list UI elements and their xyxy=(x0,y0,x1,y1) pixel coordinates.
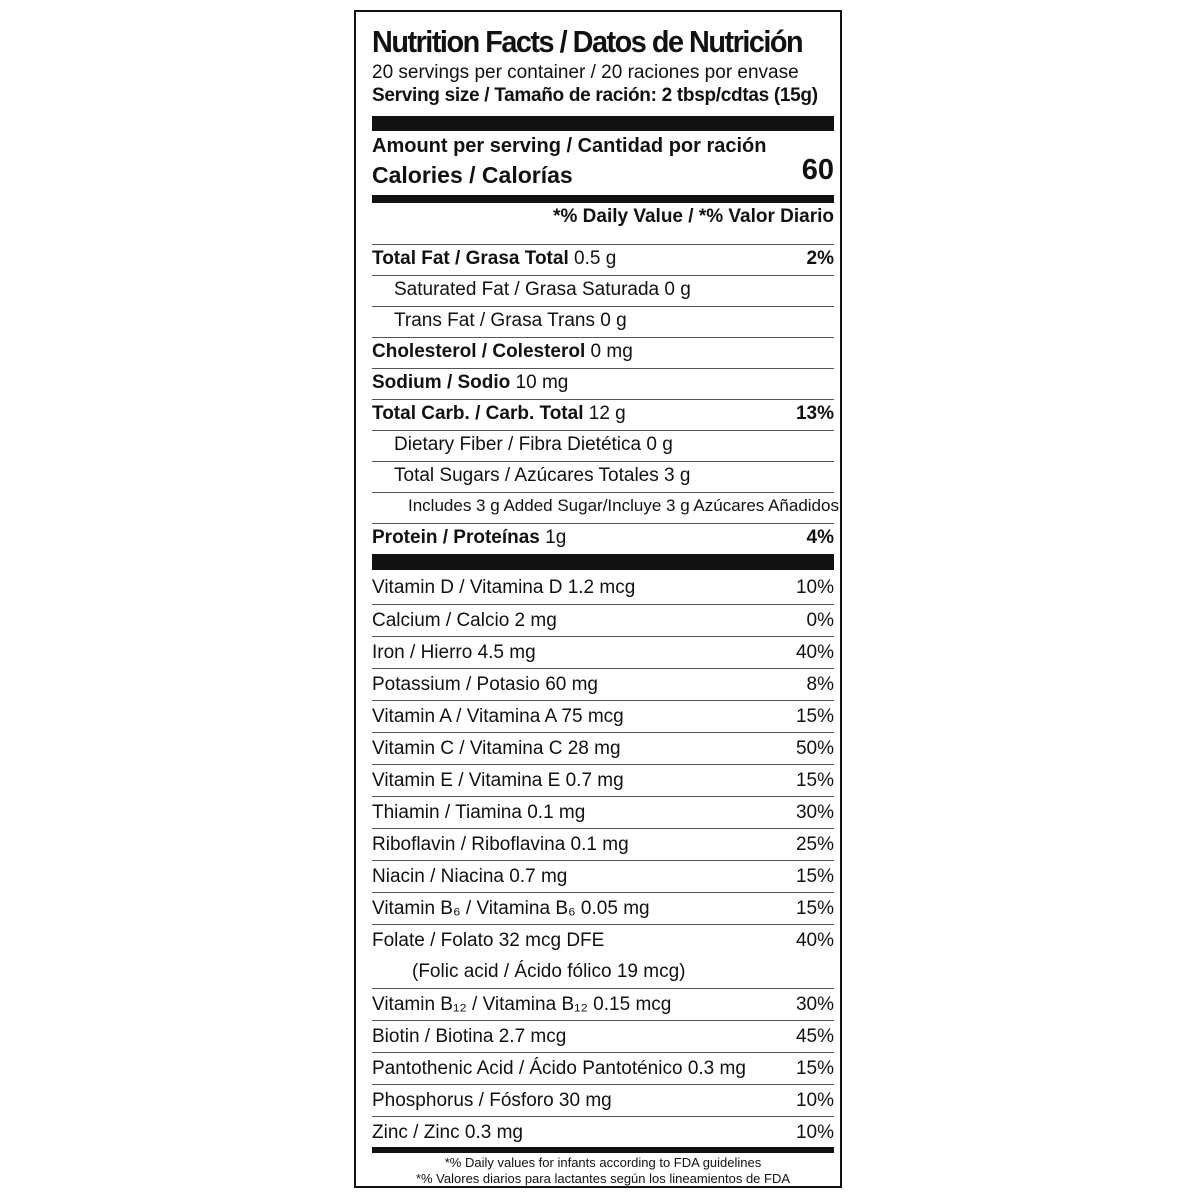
vitamin-row xyxy=(372,860,834,892)
footnote-spanish: *% Valores diarios para lactantes según los lineamientos de FDA xyxy=(415,1171,791,1186)
vitamin-name: Iron / Hierro 4.5 mg xyxy=(372,642,536,663)
nutrient-row-cholesterol xyxy=(372,337,834,368)
calories-value: 60 xyxy=(801,154,834,186)
nutrient-name: Includes 3 g Added Sugar/Incluye 3 g Azúcares Añadidos xyxy=(408,496,839,515)
nutrient-row-sodium xyxy=(372,368,834,399)
vitamin-name: Niacin / Niacina 0.7 mg xyxy=(372,866,568,887)
vitamin-row xyxy=(372,956,834,988)
nutrient-percent: 13% xyxy=(795,403,834,424)
vitamin-percent: 8% xyxy=(806,674,834,695)
nutrient-name: Total Fat / Grasa Total 0.5 g xyxy=(372,248,617,269)
vitamin-row xyxy=(372,1116,834,1148)
vitamin-row xyxy=(372,700,834,732)
vitamin-row xyxy=(372,668,834,700)
vitamin-percent: 15% xyxy=(795,898,834,919)
vitamin-percent: 30% xyxy=(795,994,834,1015)
vitamin-percent: 15% xyxy=(795,866,834,887)
vitamin-row xyxy=(372,988,834,1020)
vitamin-percent: 0% xyxy=(806,610,834,631)
vitamin-percent: 40% xyxy=(795,930,834,951)
vitamin-percent: 25% xyxy=(795,834,834,855)
vitamin-row xyxy=(372,796,834,828)
vitamin-percent: 10% xyxy=(795,577,834,598)
amount-per-serving: Amount per serving / Cantidad por ración xyxy=(372,135,767,157)
vitamin-name: Phosphorus / Fósforo 30 mg xyxy=(372,1090,612,1111)
nutrient-row-total-carb xyxy=(372,399,834,430)
vitamin-name: Vitamin B₆ / Vitamina B₆ 0.05 mg xyxy=(372,898,650,919)
vitamin-name: Vitamin C / Vitamina C 28 mg xyxy=(372,738,621,759)
vitamin-name: Vitamin B₁₂ / Vitamina B₁₂ 0.15 mcg xyxy=(372,994,672,1015)
vitamin-name: Thiamin / Tiamina 0.1 mg xyxy=(372,802,586,823)
vitamin-percent: 10% xyxy=(795,1122,834,1143)
nutrient-percent: 2% xyxy=(806,248,834,269)
vitamin-row xyxy=(372,636,834,668)
nutrient-row-saturated-fat xyxy=(372,275,834,306)
nutrient-row-protein xyxy=(372,523,834,554)
vitamin-name: Folate / Folato 32 mcg DFE xyxy=(372,930,605,951)
vitamin-row xyxy=(372,1020,834,1052)
vitamin-row xyxy=(372,604,834,636)
medium-divider xyxy=(372,195,834,203)
calories-label: Calories / Calorías xyxy=(372,162,573,188)
thick-divider xyxy=(372,554,834,570)
nutrient-row-total-fat xyxy=(372,244,834,275)
nutrient-name: Total Carb. / Carb. Total 12 g xyxy=(372,403,626,424)
vitamin-name: Vitamin A / Vitamina A 75 mcg xyxy=(372,706,624,727)
nutrient-name: Sodium / Sodio 10 mg xyxy=(372,372,569,393)
nutrient-row-dietary-fiber xyxy=(372,430,834,461)
vitamin-row xyxy=(372,828,834,860)
vitamin-percent: 10% xyxy=(795,1090,834,1111)
daily-value-header: *% Daily Value / *% Valor Diario xyxy=(553,206,834,227)
vitamin-percent: 45% xyxy=(795,1026,834,1047)
nutrient-row-added-sugars xyxy=(372,492,839,523)
vitamin-percent: 50% xyxy=(795,738,834,759)
thick-divider xyxy=(372,116,834,131)
nutrient-name: Trans Fat / Grasa Trans 0 g xyxy=(394,310,627,331)
vitamin-name: Zinc / Zinc 0.3 mg xyxy=(372,1122,523,1143)
nutrient-row-total-sugars xyxy=(372,461,834,492)
vitamin-name: Pantothenic Acid / Ácido Pantoténico 0.3 mg xyxy=(372,1058,746,1079)
vitamin-percent: 15% xyxy=(795,1058,834,1079)
vitamin-name: Potassium / Potasio 60 mg xyxy=(372,674,598,695)
vitamin-name: (Folic acid / Ácido fólico 19 mcg) xyxy=(412,961,686,982)
vitamin-percent: 15% xyxy=(795,706,834,727)
vitamin-row xyxy=(372,1052,834,1084)
vitamin-name: Vitamin D / Vitamina D 1.2 mcg xyxy=(372,577,636,598)
footnote-english: *% Daily values for infants according to FDA guidelines xyxy=(444,1155,762,1170)
nutrient-name: Cholesterol / Colesterol 0 mg xyxy=(372,341,633,362)
footer-divider xyxy=(372,1147,834,1153)
vitamin-percent: 40% xyxy=(795,642,834,663)
nutrient-name: Protein / Proteínas 1g xyxy=(372,527,567,548)
vitamin-row xyxy=(372,764,834,796)
nutrition-facts-label xyxy=(354,10,842,1188)
vitamin-row xyxy=(372,572,834,604)
vitamin-name: Riboflavin / Riboflavina 0.1 mg xyxy=(372,834,629,855)
nutrient-name: Saturated Fat / Grasa Saturada 0 g xyxy=(394,279,691,300)
serving-size: Serving size / Tamaño de ración: 2 tbsp/cdtas (15g) xyxy=(372,85,818,106)
nutrient-row-trans-fat xyxy=(372,306,834,337)
vitamin-row xyxy=(372,732,834,764)
label-title: Nutrition Facts / Datos de Nutrición xyxy=(372,24,803,59)
nutrient-name: Total Sugars / Azúcares Totales 3 g xyxy=(394,465,691,486)
vitamin-name: Vitamin E / Vitamina E 0.7 mg xyxy=(372,770,624,791)
nutrient-name: Dietary Fiber / Fibra Dietética 0 g xyxy=(394,434,673,455)
servings-per-container: 20 servings per container / 20 raciones por envase xyxy=(372,62,799,83)
nutrient-percent: 4% xyxy=(806,527,834,548)
vitamin-name: Biotin / Biotina 2.7 mcg xyxy=(372,1026,567,1047)
vitamin-percent: 15% xyxy=(795,770,834,791)
vitamin-name: Calcium / Calcio 2 mg xyxy=(372,610,557,631)
vitamin-row xyxy=(372,1084,834,1116)
vitamin-percent: 30% xyxy=(795,802,834,823)
vitamin-row xyxy=(372,924,834,956)
vitamin-row xyxy=(372,892,834,924)
